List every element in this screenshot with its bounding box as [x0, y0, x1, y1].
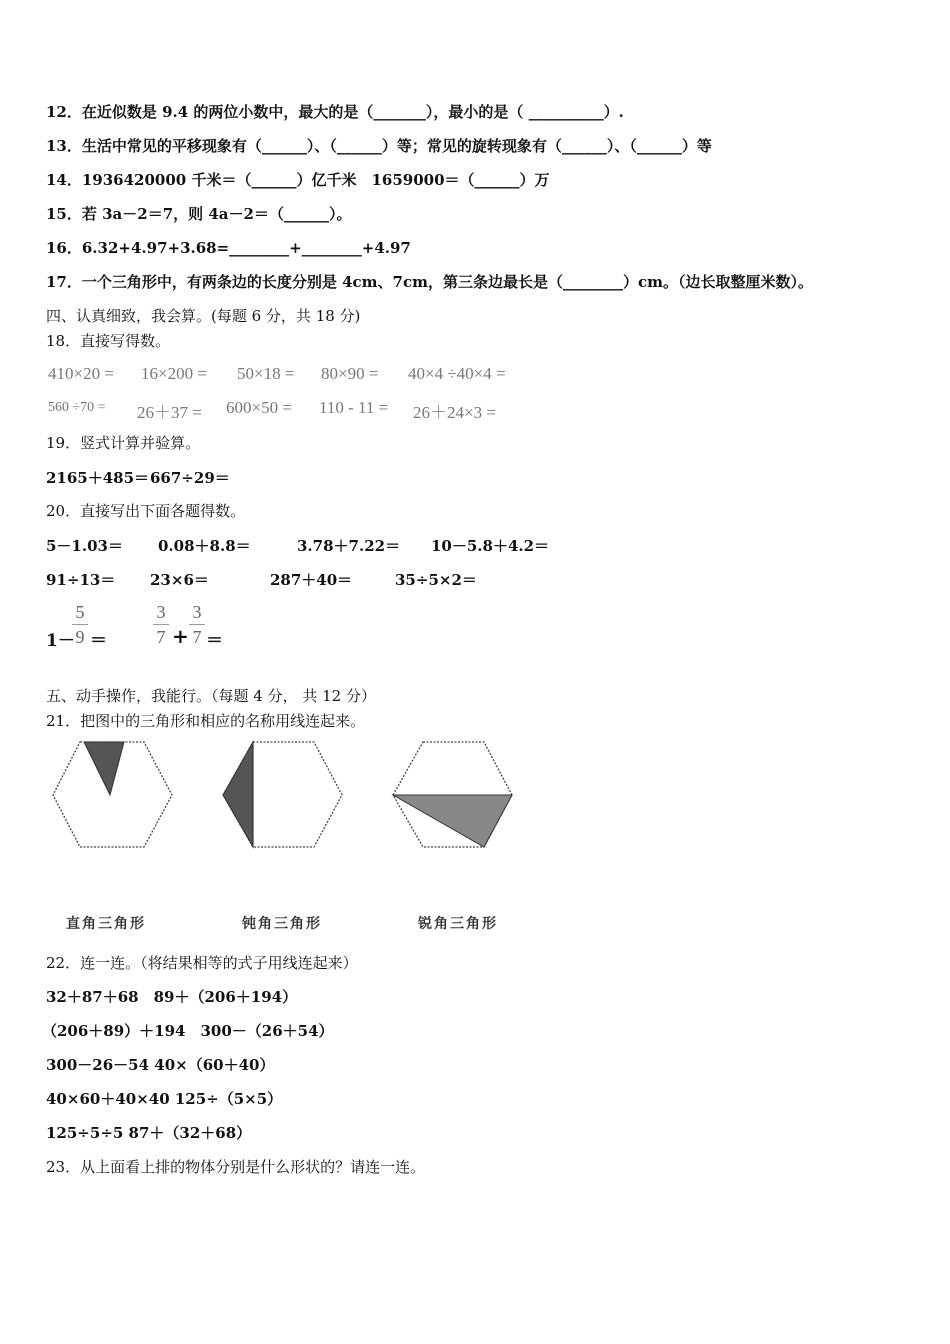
denominator: 7 [192, 627, 202, 647]
matching-row: 40×60＋40×40 125÷（5×5） [46, 1090, 283, 1108]
calc-item: 91÷13＝ [46, 571, 116, 589]
calc-item: 40×4 ÷40×4 = [408, 364, 506, 383]
calc-item: 287＋40＝ [270, 571, 353, 589]
plus-sign: + [172, 624, 189, 648]
fraction [189, 601, 205, 648]
numerator: 5 [75, 602, 85, 622]
question-15: 15．若 3a－2＝7，则 4a－2＝（______）。 [46, 205, 352, 223]
calc-item: 5－1.03＝ [46, 537, 123, 555]
section-4-heading: 四、认真细致，我会算。(每题 6 分，共 18 分) [46, 307, 361, 325]
question-12: 12．在近似数是 9.4 的两位小数中，最大的是（_______），最小的是（ __________）. [46, 103, 624, 121]
calc-item: 110 - 11 = [319, 398, 389, 417]
question-16: 16．6.32+4.97+3.68=________+________+4.97 [46, 239, 411, 257]
question-14: 14．1936420000 千米＝（______）亿千米 1659000＝（______）万 [46, 171, 550, 189]
matching-row: 32＋87＋68 89＋（206＋194） [46, 988, 298, 1006]
calc-item: 50×18 = [237, 364, 295, 383]
fraction-bar [189, 624, 205, 625]
fraction [153, 601, 169, 648]
calc-item: 0.08＋8.8＝ [158, 537, 251, 555]
calc-item: 560 ÷70 = [48, 400, 106, 415]
label-acute-triangle: 锐角三角形 [418, 916, 498, 932]
question-18: 18．直接写得数。 [46, 332, 171, 350]
calc-item: 667÷29＝ [150, 469, 230, 487]
matching-row: 125÷5÷5 87＋（32＋68） [46, 1124, 252, 1142]
numerator: 3 [156, 602, 166, 622]
calc-item: 16×200 = [141, 364, 207, 383]
calc-item: 3.78＋7.22＝ [297, 537, 401, 555]
matching-row: （206＋89）＋194 300－（26＋54） [42, 1022, 334, 1040]
calc-item: 2165＋485＝ [46, 469, 150, 487]
fraction [72, 601, 88, 648]
calc-item: 35÷5×2＝ [395, 571, 477, 589]
question-21: 21．把图中的三角形和相应的名称用线连起来。 [46, 712, 366, 730]
fraction-bar [153, 624, 169, 625]
question-20: 20．直接写出下面各题得数。 [46, 502, 246, 520]
equals-sign: ＝ [206, 631, 223, 651]
denominator: 9 [75, 627, 85, 647]
denominator: 7 [156, 627, 166, 647]
fraction-prefix: 1－ [46, 631, 75, 651]
hexagon-right-triangle-figure [50, 740, 175, 850]
label-right-triangle: 直角三角形 [66, 916, 146, 932]
calc-item: 23×6＝ [150, 571, 209, 589]
question-17: 17．一个三角形中，有两条边的长度分别是 4cm、7cm，第三条边最长是（________）cm。（边长取整厘米数）。 [46, 273, 813, 291]
matching-row: 300－26－54 40×（60＋40） [46, 1056, 275, 1074]
equals-sign: ＝ [90, 631, 107, 651]
hexagon-acute-triangle-figure [390, 740, 515, 850]
calc-item: 26＋37 = [137, 403, 202, 422]
label-obtuse-triangle: 钝角三角形 [242, 916, 322, 932]
section-5-heading: 五、动手操作，我能行。（每题 4 分， 共 12 分） [46, 687, 376, 705]
question-13: 13．生活中常见的平移现象有（______）、（______）等；常见的旋转现象有（______）、（______）等 [46, 137, 712, 155]
calc-item: 600×50 = [226, 398, 292, 417]
calc-item: 26＋24×3 = [413, 403, 496, 422]
calc-item: 410×20 = [48, 364, 114, 383]
question-19: 19．竖式计算并验算。 [46, 434, 201, 452]
fraction-bar [72, 624, 88, 625]
calc-item: 10－5.8＋4.2＝ [431, 537, 550, 555]
question-22: 22．连一连。（将结果相等的式子用线连起来） [46, 954, 358, 972]
calc-item: 80×90 = [321, 364, 379, 383]
hexagon-obtuse-triangle-figure [220, 740, 345, 850]
question-23: 23．从上面看上排的物体分别是什么形状的？请连一连。 [46, 1158, 426, 1176]
numerator: 3 [192, 602, 202, 622]
